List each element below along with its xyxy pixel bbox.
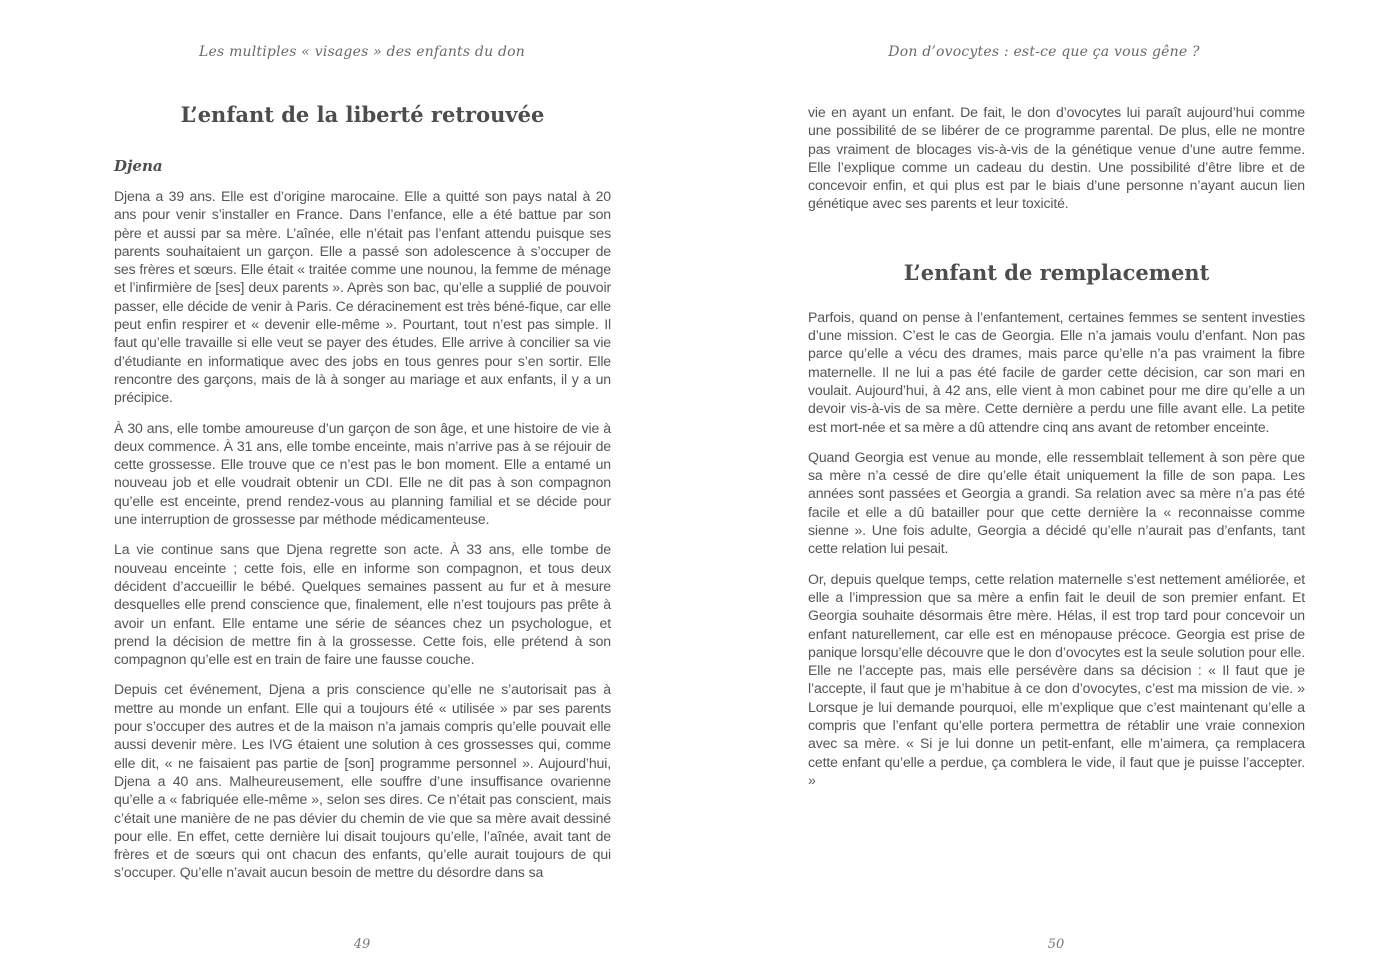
paragraph: Or, depuis quelque temps, cette relation maternelle s’est nettement améliorée, et elle a l’impression que sa mère a enfin fait le deuil de son premier enfant. Et Georgia souhaite désormais être mère. Hélas, il est trop tard pour concevoir un enfant naturellement, car elle est en ménopause précoce. Georgia est prise de panique lorsqu’elle découvre que le don d’ovocytes est la seule solution pour elle. Elle ne l’accepte pas, mais elle persévère dans sa décision : « Il faut que je l’accepte, il faut que je m’habitue à ce don d’ovocytes, c’est ma mission de vie. » Lorsque je lui demande pourquoi, elle m’explique que c’est maintenant qu’elle a compris que l’enfant qu’elle portera permettra de rétablir une vraie connexion avec sa mère. « Si je lui donne un petit-enfant, elle m’aimera, ça remplacera cette enfant qu’elle a perdue, ça comblera le vide, il faut que je puisse l’accepter. » [808,570,1305,788]
running-head-right: Don d’ovocytes : est-ce que ça vous gêne ? [888,44,1200,60]
left-text-column [114,96,611,894]
paragraph: Depuis cet événement, Djena a pris conscience qu’elle ne s’autorisait pas à mettre au monde un enfant. Elle qui a toujours été « utilisée » par ses parents pour s’occuper des autres et de la maison n’a jamais compris qu’elle pouvait elle aussi devenir mère. Les IVG étaient une solution à ces grossesses qui, comme elle dit, « ne faisaient pas partie de [son] programme personnel ». Aujourd’hui, Djena a 40 ans. Malheureusement, elle souffre d’une insuffisance ovarienne qu’elle a « fabriquée elle-même », selon ses dires. Ce n’était pas conscient, mais c’était une manière de ne pas dévier du chemin de vie que sa mère avait dessiné pour elle. En effet, cette dernière lui disait toujours qu’elle, l’aînée, avait tant de frères et de sœurs qui ont chacun des enfants, qu’elle aurait toujours de qui s’occuper. Qu’elle n’avait aucun besoin de mettre du désordre dans sa [114,681,611,881]
subhead-djena: Djena [114,157,163,175]
right-page [700,0,1400,980]
chapter-title-remplacement: L’enfant de remplacement [903,259,1210,285]
chapter-title-liberte: L’enfant de la liberté retrouvée [180,102,545,127]
continuation-paragraph: vie en ayant un enfant. De fait, le don d’ovocytes lui paraît aujourd’hui comme une possibilité de se libérer de ce programme parental. De plus, elle ne montre pas vraiment de blocages vis-à-vis de la génétique venue d’une autre femme. Elle l’explique comme un cadeau du destin. Une possibilité d’être libre et de concevoir enfin, et qui plus est par le biais d’une personne n’ayant aucun lien génétique avec ses parents et leur toxicité. [808,104,1305,212]
running-head-left: Les multiples « visages » des enfants du don [199,44,525,60]
paragraph: Djena a 39 ans. Elle est d’origine marocaine. Elle a quitté son pays natal à 20 ans pour venir s’installer en France. Dans l’enfance, elle a été battue par son père et aussi par sa mère. L’aînée, elle n’était pas l’enfant attendu puisque ses parents souhaitaient un garçon. Elle a passé son adolescence à s’occuper de ses frères et sœurs. Elle était « traitée comme une nounou, la femme de ménage et l’infirmière de [ses] deux parents ». Après son bac, qu’elle a supplié de pouvoir passer, elle décide de venir à Paris. Ce déracinement est très béné-fique, car elle peut enfin respirer et « devenir elle-même ». Pourtant, tout n’est pas simple. Il faut qu’elle travaille si elle veut se payer des études. Elle arrive à concilier sa vie d’étudiante en informatique avec des jobs en tous genres pour s’en sortir. Elle rencontre des garçons, mais de là à songer au mariage et aux enfants, il y a un précipice. [114,188,611,406]
paragraph: Quand Georgia est venue au monde, elle ressemblait tellement à son père que sa mère n’a cessé de dire qu’elle était uniquement la fille de son papa. Les années sont passées et Georgia a grandi. Sa relation avec sa mère n’a pas été facile et elle a dû batailler pour que cette dernière la « reconnaisse comme sienne ». Une fois adulte, Georgia a décidé qu’elle n’aurait pas d’enfants, tant cette relation lui pesait. [808,448,1305,557]
paragraph: La vie continue sans que Djena regrette son acte. À 33 ans, elle tombe de nouveau enceinte ; cette fois, elle en informe son compagnon, et tous deux décident d’accueillir le bébé. Quelques semaines passent au fur et à mesure desquelles elle prend conscience que, finalement, elle n’est toujours pas prête à avoir un enfant. Elle entame une série de séances chez un psychologue, et prend la décision de mettre fin à la grossesse. Cette fois, elle prétend à son compagnon qu’elle est en train de faire une fausse couche. [114,541,611,668]
right-text-column [808,103,1305,801]
page-number-right: 50 [1047,937,1065,952]
paragraph: Parfois, quand on pense à l’enfantement, certaines femmes se sentent investies d’une mission. C’est le cas de Georgia. Elle n’a jamais voulu d’enfant. Non pas parce qu’elle a vécu des drames, mais parce qu’elle n’a pas vraiment la fibre maternelle. Il ne lui a pas été facile de garder cette décision, car son mari en voulait. Aujourd’hui, à 42 ans, elle vient à mon cabinet pour me dire qu’elle a un devoir vis-à-vis de sa mère. Cette dernière a perdu une fille avant elle. La petite est mort-née et sa mère a dû attendre cinq ans avant de retomber enceinte. [808,308,1305,435]
page-number-left: 49 [353,937,371,952]
paragraph: À 30 ans, elle tombe amoureuse d’un garçon de son âge, et une histoire de vie à deux commence. À 31 ans, elle tombe enceinte, mais n’arrive pas à se réjouir de cette grossesse. Elle trouve que ce n’est pas le bon moment. Elle a entamé un nouveau job et elle voudrait obtenir un CDI. Elle ne dit pas à son compagnon qu’elle est enceinte, prend rendez-vous au planning familial et se décide pour une interruption de grossesse par méthode médicamenteuse. [114,419,611,528]
